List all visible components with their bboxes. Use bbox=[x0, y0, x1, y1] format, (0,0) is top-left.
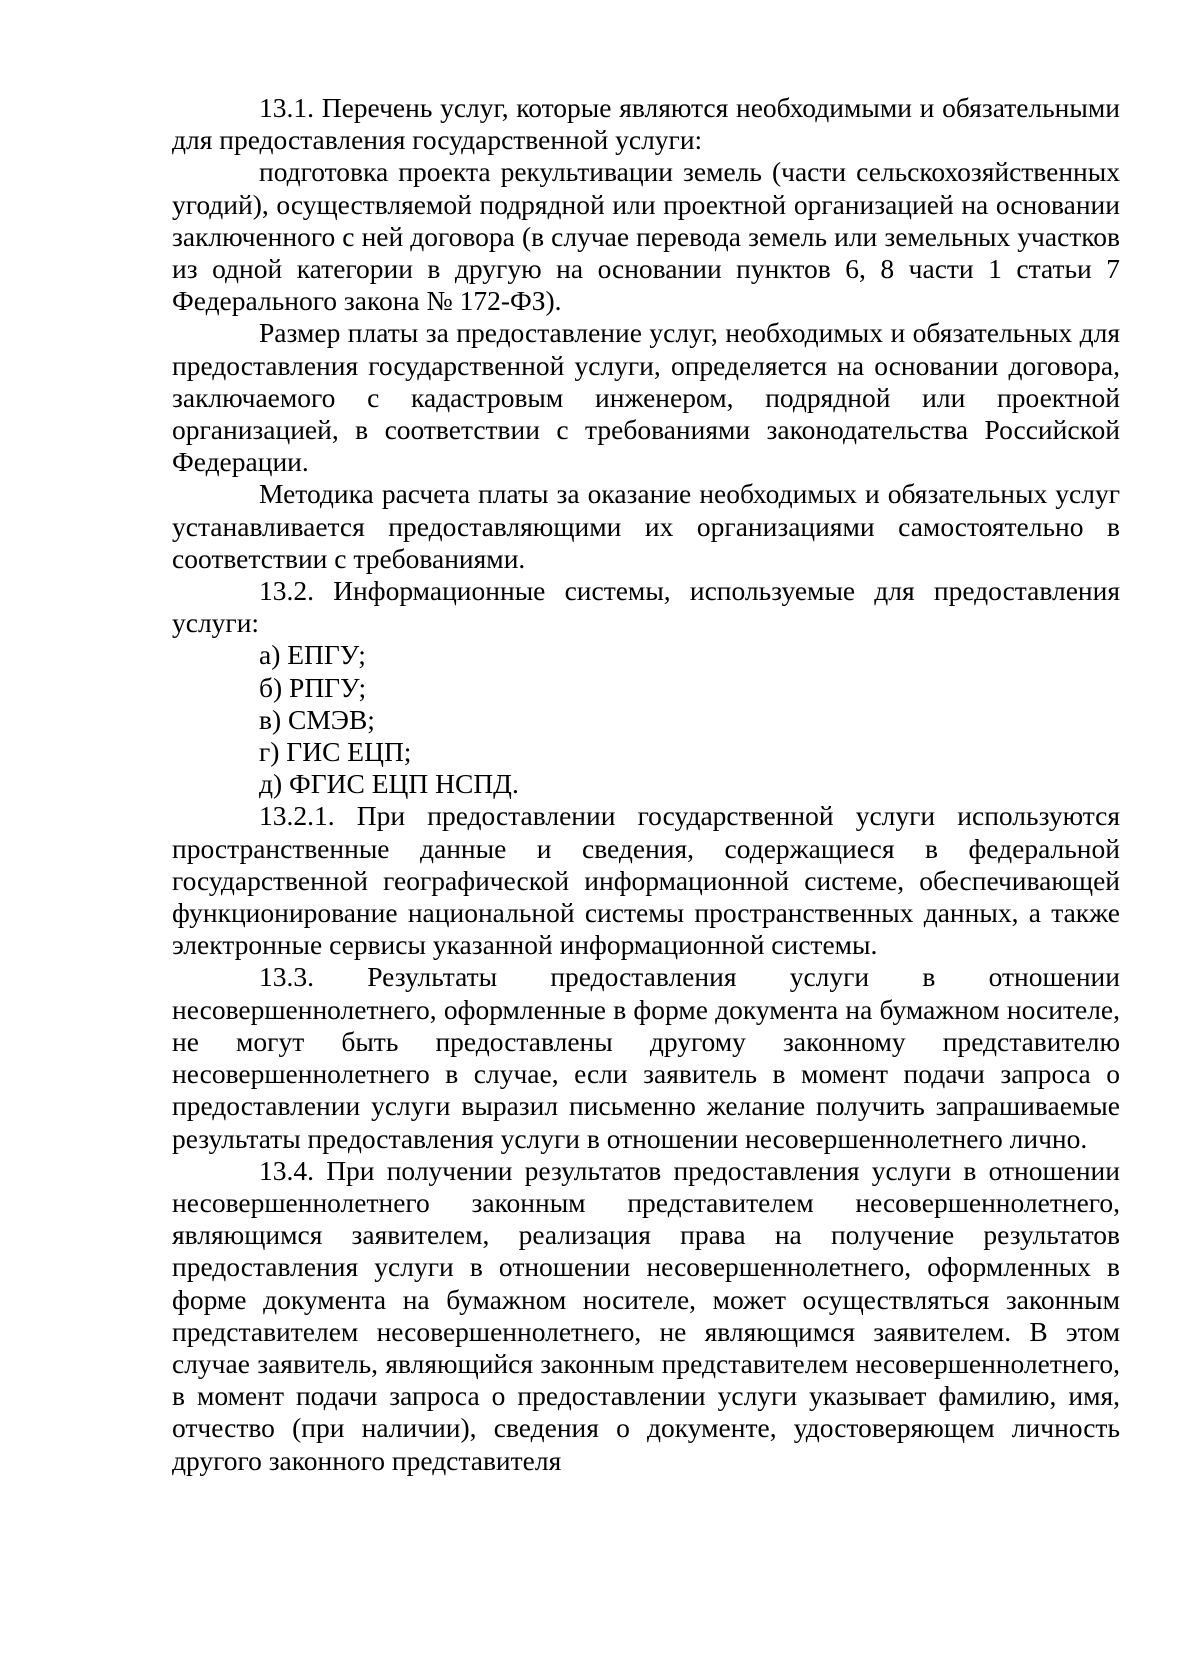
list-item-rpgu: б) РПГУ; bbox=[259, 671, 367, 703]
paragraph-13-3: 13.3. Результаты предоставления услуги в отношении несовершеннолетнего, оформленные в форме документа на бумажном носителе, не могут быть предоставлены другому законному представителю несовершеннолетнего в случае, если заявитель в момент подачи запроса о предоставлении услуги выразил письменно желание получить запрашиваемые результаты предоставления услуги в отношении несовершеннолетнего лично. bbox=[172, 961, 1120, 1154]
paragraph-13-2-1: 13.2.1. При предоставлении государственной услуги используются пространственные данные и сведения, содержащиеся в федеральной государственной географической информационной системе, обеспечивающей функционирование национальной системы пространственных данных, а также электронные сервисы указанной информационной системы. bbox=[172, 800, 1120, 961]
paragraph-13-1: 13.1. Перечень услуг, которые являются необходимыми и обязательными для предоставления государственной услуги: bbox=[172, 92, 1120, 156]
list-item-fgis-ecp-nspd: д) ФГИС ЕЦП НСПД. bbox=[259, 768, 519, 800]
paragraph-reclamation-project: подготовка проекта рекультивации земель (части сельскохозяйственных угодий), осуществляемой подрядной или проектной организацией на основании заключенного с ней договора (в случае перевода земель или земельных участков из одной категории в другую на основании пунктов 6, 8 части 1 статьи 7 Федерального закона № 172-ФЗ). bbox=[172, 156, 1120, 317]
paragraph-13-4: 13.4. При получении результатов предоставления услуги в отношении несовершеннолетнего законным представителем несовершеннолетнего, являющимся заявителем, реализация права на получение результатов предоставления услуги в отношении несовершеннолетнего, оформленных в форме документа на бумажном носителе, может осуществляться законным представителем несовершеннолетнего, не являющимся заявителем. В этом случае заявитель, являющийся законным представителем несовершеннолетнего, в момент подачи запроса о предоставлении услуги указывает фамилию, имя, отчество (при наличии), сведения о документе, удостоверяющем личность другого законного представителя bbox=[172, 1154, 1120, 1476]
paragraph-13-2: 13.2. Информационные системы, используемые для предоставления услуги: bbox=[172, 575, 1120, 639]
list-item-smev: в) СМЭВ; bbox=[259, 703, 375, 735]
list-item-gis-ecp: г) ГИС ЕЦП; bbox=[259, 736, 412, 768]
paragraph-fee-amount: Размер платы за предоставление услуг, необходимых и обязательных для предоставления государственной услуги, определяется на основании договора, заключаемого с кадастровым инженером, подрядной или проектной организацией, в соответствии с требованиями законодательства Российской Федерации. bbox=[172, 317, 1120, 478]
document-page bbox=[172, 92, 1120, 1477]
list-item-epgu: а) ЕПГУ; bbox=[259, 639, 366, 671]
paragraph-fee-method: Методика расчета платы за оказание необходимых и обязательных услуг устанавливается предоставляющими их организациями самостоятельно в соответствии с требованиями. bbox=[172, 478, 1120, 574]
